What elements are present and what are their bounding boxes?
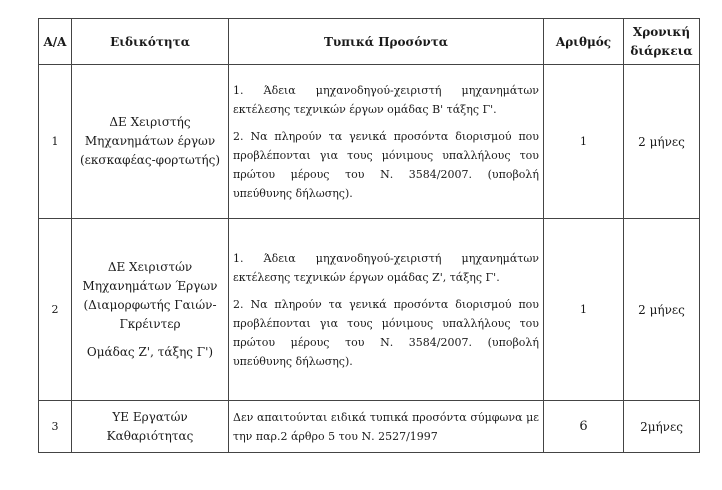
staffing-table xyxy=(38,18,700,453)
table-row-3 xyxy=(39,401,700,453)
row-1-count: 1 xyxy=(544,65,624,219)
row-1-aa: 1 xyxy=(39,65,72,219)
header-count: Αριθμός xyxy=(544,19,624,65)
header-duration-line1: Χρονική xyxy=(632,24,691,39)
header-duration xyxy=(624,19,700,65)
row-1-duration: 2 μήνες xyxy=(624,65,700,219)
row-2-specialty-extra: Ομάδας Ζ', τάξης Γ') xyxy=(86,344,214,359)
row-1-qualifications xyxy=(229,65,544,219)
row-3-duration: 2μήνες xyxy=(624,401,700,453)
row-2-count: 1 xyxy=(544,219,624,401)
header-duration-line2: διάρκεια xyxy=(630,43,693,58)
row-3-qual-1: Δεν απαιτούνται ειδικά τυπικά προσόντα σύμφωνα με την παρ.2 άρθρο 5 του Ν. 2527/1997 xyxy=(233,410,539,443)
row-1-specialty-line: ΔΕ Χειριστής xyxy=(109,115,191,129)
row-2-specialty-line: (Διαμορφωτής Γαιών- xyxy=(83,297,217,312)
table-row-2 xyxy=(39,219,700,401)
row-1-qual-2: 2. Να πληρούν τα γενικά προσόντα διορισμού που προβλέπονται για τους μόνιμους υπαλλήλους του πρώτου μέρους του Ν. 3584/2007. (υποβολή υπεύθυνης δήλωσης). xyxy=(233,129,539,200)
row-1-specialty-line: (εκσκαφέας-φορτωτής) xyxy=(79,153,221,167)
row-3-specialty xyxy=(72,401,229,453)
row-2-duration: 2 μήνες xyxy=(624,219,700,401)
row-2-specialty xyxy=(72,219,229,401)
row-2-qualifications xyxy=(229,219,544,401)
row-3-specialty-line: Καθαριότητας xyxy=(106,428,194,443)
row-2-specialty-line: ΔΕ Χειριστών xyxy=(107,259,193,274)
row-2-specialty-line: Γκρέιντερ xyxy=(119,316,181,331)
row-2-qual-2: 2. Να πληρούν τα γενικά προσόντα διορισμού που προβλέπονται για τους μόνιμους υπαλλήλους του πρώτου μέρους του Ν. 3584/2007. (υποβολή υπεύθυνης δήλωσης). xyxy=(233,297,539,368)
row-3-specialty-line: ΥΕ Εργατών xyxy=(112,409,188,424)
header-specialty: Ειδικότητα xyxy=(72,19,229,65)
row-3-qualifications xyxy=(229,401,544,453)
row-2-aa: 2 xyxy=(39,219,72,401)
row-3-aa: 3 xyxy=(39,401,72,453)
row-1-specialty xyxy=(72,65,229,219)
row-2-specialty-line: Μηχανημάτων Έργων xyxy=(82,278,218,293)
row-2-qual-1: 1. Άδεια μηχανοδηγού-χειριστή μηχανημάτων εκτέλεσης τεχνικών έργων ομάδας Ζ', τάξης Γ'. xyxy=(233,251,539,284)
table-row-1 xyxy=(39,65,700,219)
header-aa: Α/Α xyxy=(39,19,72,65)
row-1-specialty-line: Μηχανημάτων έργων xyxy=(84,134,216,148)
header-row xyxy=(39,19,700,65)
header-qualifications: Τυπικά Προσόντα xyxy=(229,19,544,65)
row-3-count: 6 xyxy=(544,401,624,453)
row-1-qual-1: 1. Άδεια μηχανοδηγού-χειριστή μηχανημάτων εκτέλεσης τεχνικών έργων ομάδας Β' τάξης Γ'. xyxy=(233,83,539,116)
